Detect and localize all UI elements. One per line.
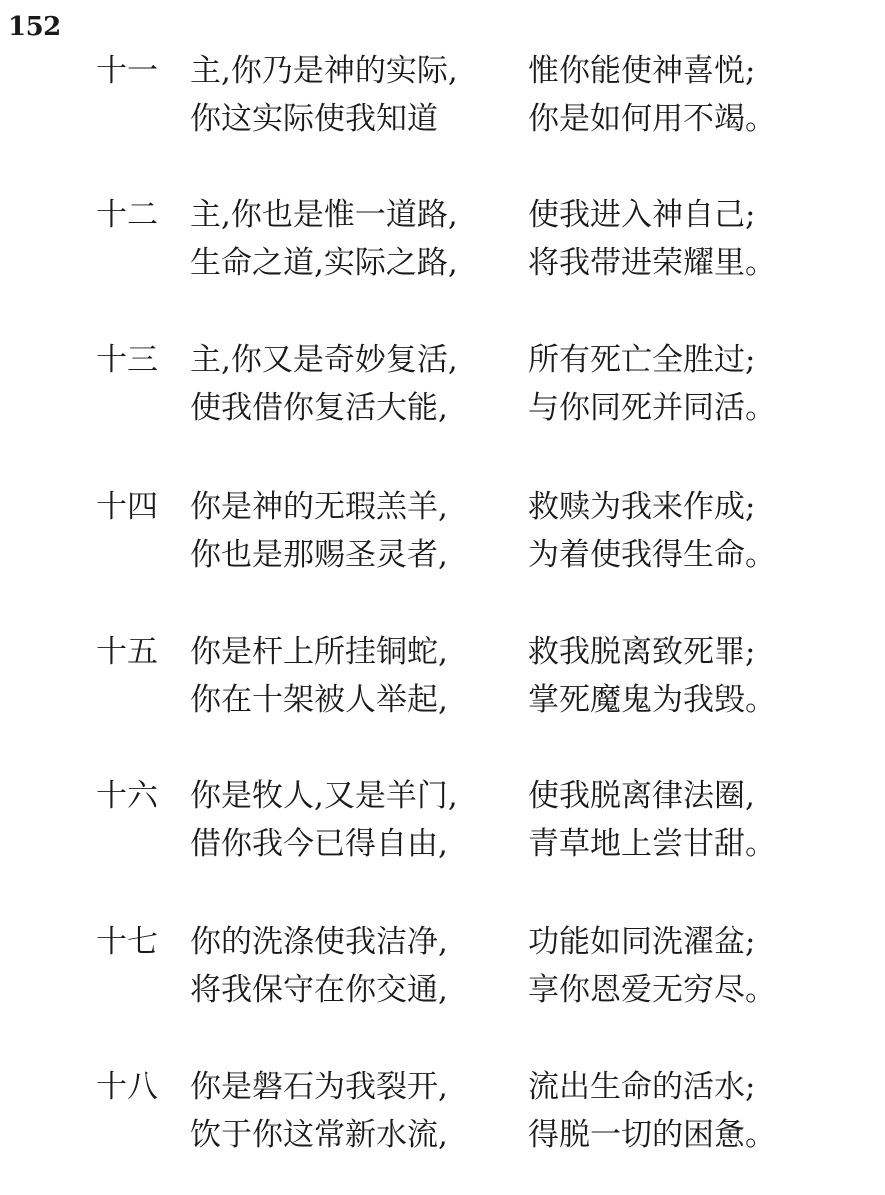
stanza-number: 十四 bbox=[96, 489, 158, 525]
line-first-half: 你是杆上所挂铜蛇, bbox=[190, 634, 448, 670]
line-second-half: 掌死魔鬼为我毁。 bbox=[528, 682, 776, 718]
stanza-line bbox=[0, 966, 885, 1014]
line-first-half: 你是磐石为我裂开, bbox=[190, 1069, 448, 1105]
line-second-half: 得脱一切的困惫。 bbox=[528, 1117, 776, 1153]
line-first-half: 生命之道,实际之路, bbox=[190, 245, 458, 281]
stanza-line bbox=[0, 95, 885, 143]
page-number: 152 bbox=[8, 12, 61, 42]
stanza-number: 十二 bbox=[96, 197, 158, 233]
stanza-number: 十一 bbox=[96, 53, 158, 89]
stanza-line bbox=[0, 47, 885, 95]
stanza-number: 十七 bbox=[96, 924, 158, 960]
line-second-half: 流出生命的活水; bbox=[528, 1069, 756, 1105]
line-first-half: 饮于你这常新水流, bbox=[190, 1117, 448, 1153]
stanza-15 bbox=[0, 628, 885, 738]
stanza-line bbox=[0, 628, 885, 676]
stanza-17 bbox=[0, 918, 885, 1028]
line-second-half: 救赎为我来作成; bbox=[528, 489, 756, 525]
stanza-line bbox=[0, 336, 885, 384]
line-second-half: 为着使我得生命。 bbox=[528, 537, 776, 573]
stanza-number: 十五 bbox=[96, 634, 158, 670]
stanza-line bbox=[0, 239, 885, 287]
stanza-line bbox=[0, 384, 885, 432]
stanza-11 bbox=[0, 47, 885, 157]
line-first-half: 你是神的无瑕羔羊, bbox=[190, 489, 448, 525]
line-second-half: 享你恩爱无穷尽。 bbox=[528, 972, 776, 1008]
line-second-half: 使我脱离律法圈, bbox=[528, 778, 755, 814]
stanza-line bbox=[0, 1063, 885, 1111]
line-second-half: 与你同死并同活。 bbox=[528, 390, 776, 426]
line-first-half: 你在十架被人举起, bbox=[190, 682, 448, 718]
stanza-line bbox=[0, 918, 885, 966]
line-first-half: 将我保守在你交通, bbox=[190, 972, 448, 1008]
line-second-half: 你是如何用不竭。 bbox=[528, 101, 776, 137]
stanza-16 bbox=[0, 772, 885, 882]
stanza-line bbox=[0, 1111, 885, 1159]
stanza-line bbox=[0, 772, 885, 820]
line-first-half: 你这实际使我知道 bbox=[190, 101, 438, 137]
stanza-line bbox=[0, 676, 885, 724]
stanza-number: 十八 bbox=[96, 1069, 158, 1105]
line-second-half: 救我脱离致死罪; bbox=[528, 634, 756, 670]
stanza-12 bbox=[0, 191, 885, 301]
line-second-half: 所有死亡全胜过; bbox=[528, 342, 756, 378]
line-first-half: 你的洗涤使我洁净, bbox=[190, 924, 448, 960]
stanza-14 bbox=[0, 483, 885, 593]
line-first-half: 主,你乃是神的实际, bbox=[190, 53, 458, 89]
line-first-half: 借你我今已得自由, bbox=[190, 826, 448, 862]
line-first-half: 主,你又是奇妙复活, bbox=[190, 342, 458, 378]
line-second-half: 将我带进荣耀里。 bbox=[528, 245, 776, 281]
line-second-half: 青草地上尝甘甜。 bbox=[528, 826, 776, 862]
stanza-number: 十六 bbox=[96, 778, 158, 814]
line-first-half: 你是牧人,又是羊门, bbox=[190, 778, 458, 814]
stanza-13 bbox=[0, 336, 885, 446]
stanza-number: 十三 bbox=[96, 342, 158, 378]
line-second-half: 功能如同洗濯盆; bbox=[528, 924, 756, 960]
line-first-half: 主,你也是惟一道路, bbox=[190, 197, 458, 233]
stanza-18 bbox=[0, 1063, 885, 1173]
stanza-line bbox=[0, 820, 885, 868]
stanza-line bbox=[0, 531, 885, 579]
stanza-line bbox=[0, 483, 885, 531]
line-second-half: 使我进入神自己; bbox=[528, 197, 756, 233]
line-first-half: 使我借你复活大能, bbox=[190, 390, 448, 426]
stanza-line bbox=[0, 191, 885, 239]
line-second-half: 惟你能使神喜悦; bbox=[528, 53, 756, 89]
line-first-half: 你也是那赐圣灵者, bbox=[190, 537, 448, 573]
